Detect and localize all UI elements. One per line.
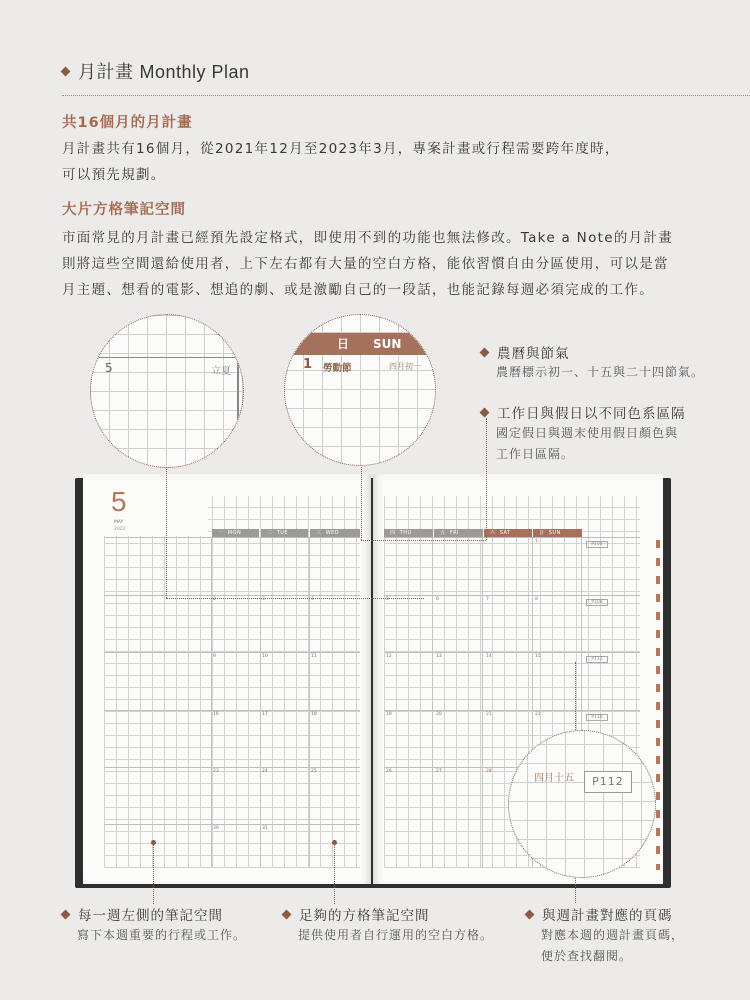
day-header-fri: 五 FRI <box>434 529 483 537</box>
week-divider <box>432 537 433 867</box>
day-header-tue: 二 TUE <box>261 529 308 537</box>
section2-heading: 大片方格筆記空間 <box>62 202 186 218</box>
month-tabs <box>656 540 660 870</box>
week-divider <box>260 537 261 867</box>
connector-dot <box>332 840 337 845</box>
mag-right-page-code: P112 <box>584 771 632 793</box>
calendar-date: 4 <box>311 597 314 602</box>
magnifier-mid <box>284 314 436 466</box>
mag-right-lunar: 四月十五 <box>534 773 574 784</box>
connector-line <box>166 598 424 599</box>
callout-page-code-body: 對應本週的週計畫頁碼， 便於查找翻閱。 <box>541 928 685 963</box>
connector-line <box>334 842 335 904</box>
calendar-date: 24 <box>262 769 268 774</box>
section-title <box>62 58 250 84</box>
calendar-date: 7 <box>486 597 489 602</box>
calendar-date: 26 <box>386 769 392 774</box>
callout-lunar-body: 農曆標示初一、十五與二十四節氣。 <box>496 365 705 379</box>
connector-line <box>153 842 154 904</box>
calendar-date: 14 <box>486 654 492 659</box>
diamond-bullet-icon <box>61 66 71 76</box>
connector-dot <box>151 840 156 845</box>
magnifier-left <box>90 314 244 468</box>
mag-mid-date: 1 <box>303 357 313 372</box>
calendar-date: 28 <box>486 769 492 774</box>
day-header-sat: 六 SAT <box>484 529 532 537</box>
callout-grid-space-title: 足夠的方格筆記空間 <box>283 904 430 924</box>
mag-mid-dayheader <box>285 333 436 355</box>
calendar-date: 16 <box>213 712 219 717</box>
calendar-date: 23 <box>213 769 219 774</box>
connector-line <box>361 540 486 541</box>
week-divider <box>104 595 360 596</box>
month-year: 2022 <box>114 527 126 532</box>
page-code-box: P104 <box>586 541 608 548</box>
connector-line <box>361 462 362 540</box>
title-en: Monthly Plan <box>139 62 250 82</box>
callout-holiday-body: 國定假日與週末使用假日顏色與 工作日區隔。 <box>496 426 679 461</box>
diamond-bullet-icon <box>480 347 490 357</box>
calendar-date: 22 <box>535 712 541 717</box>
calendar-date: 15 <box>535 654 541 659</box>
calendar-date: 13 <box>436 654 442 659</box>
week-divider <box>211 537 212 867</box>
mag-mid-day-zh: 日 <box>337 337 350 351</box>
title-zh: 月計畫 <box>78 62 134 83</box>
week-divider <box>104 824 360 825</box>
section2-line-2: 則將這些空間還給使用者，上下左右都有大量的空白方格，能依習慣自由分區使用，可以是當 <box>62 256 669 272</box>
connector-line <box>166 450 167 598</box>
month-en: MAY <box>114 520 124 525</box>
callout-lunar-title: 農曆與節氣 <box>481 342 570 362</box>
callout-holiday-title: 工作日與假日以不同色系區隔 <box>481 402 686 422</box>
calendar-date: 25 <box>311 769 317 774</box>
day-header-thu: 四 THU <box>384 529 433 537</box>
week-divider <box>482 537 483 867</box>
calendar-date: 5 <box>386 597 389 602</box>
diamond-bullet-icon <box>480 407 490 417</box>
section1-line-2: 可以預先規劃。 <box>62 167 166 183</box>
week-divider <box>384 595 640 596</box>
calendar-date: 21 <box>486 712 492 717</box>
week-divider <box>384 710 640 711</box>
calendar-date: 9 <box>213 654 216 659</box>
week-divider <box>309 537 310 867</box>
page-code-box: P112 <box>586 656 608 663</box>
calendar-date: 3 <box>262 597 265 602</box>
callout-weekly-notes-title: 每一週左側的筆記空間 <box>62 904 223 924</box>
calendar-date: 27 <box>436 769 442 774</box>
section2-line-1: 市面常見的月計畫已經預先設定格式，即使用不到的功能也無法修改。Take a Note的月計畫 <box>62 230 674 246</box>
mag-mid-day-en: SUN <box>373 337 402 351</box>
page-code-box: P108 <box>586 599 608 606</box>
calendar-date: 20 <box>436 712 442 717</box>
calendar-date: 8 <box>535 597 538 602</box>
left-page-grid <box>104 496 360 868</box>
callout-weekly-notes-body: 寫下本週重要的行程或工作。 <box>77 928 247 942</box>
section2-text <box>62 225 673 303</box>
diamond-bullet-icon <box>525 909 535 919</box>
day-header-wed: 三 WED <box>310 529 360 537</box>
diamond-bullet-icon <box>282 909 292 919</box>
week-divider <box>104 710 360 711</box>
week-divider <box>104 767 360 768</box>
week-divider <box>384 537 640 538</box>
callout-grid-space-body: 提供使用者自行運用的空白方格。 <box>298 928 494 942</box>
calendar-date: 18 <box>311 712 317 717</box>
section1-text <box>62 136 620 188</box>
calendar-date: 6 <box>436 597 439 602</box>
mag-left-term: 立夏 <box>211 366 231 377</box>
title-divider <box>62 95 750 96</box>
calendar-date: 10 <box>262 654 268 659</box>
week-divider <box>384 652 640 653</box>
page-code-box: P116 <box>586 714 608 721</box>
day-header-sun: 日 SUN <box>533 529 582 537</box>
week-divider <box>104 537 360 538</box>
mag-mid-holiday: 勞動節 <box>323 363 352 374</box>
calendar-date: 1 <box>535 539 538 544</box>
calendar-date: 12 <box>386 654 392 659</box>
calendar-date: 17 <box>262 712 268 717</box>
calendar-date: 11 <box>311 654 317 659</box>
month-number: 5 <box>111 486 127 517</box>
magnifier-right <box>508 730 656 878</box>
callout-page-code-title: 與週計畫對應的頁碼 <box>526 904 673 924</box>
calendar-date: 31 <box>262 826 268 831</box>
connector-line <box>486 418 487 540</box>
section2-line-3: 月主題、想看的電影、想追的劇、或是激勵自己的一段話，也能記錄每週必須完成的工作。 <box>62 282 654 298</box>
day-header-mon: 一 MON <box>212 529 259 537</box>
section1-heading: 共16個月的月計畫 <box>62 115 193 131</box>
week-divider <box>104 652 360 653</box>
connector-line <box>575 662 576 734</box>
calendar-date: 30 <box>213 826 219 831</box>
diamond-bullet-icon <box>61 909 71 919</box>
section1-line-1: 月計畫共有16個月，從2021年12月至2023年3月，專案計畫或行程需要跨年度時， <box>62 141 620 157</box>
calendar-date: 19 <box>386 712 392 717</box>
mag-mid-lunar: 四月初一 <box>389 362 421 371</box>
calendar-date: 2 <box>213 597 216 602</box>
mag-left-date: 5 <box>105 361 113 375</box>
